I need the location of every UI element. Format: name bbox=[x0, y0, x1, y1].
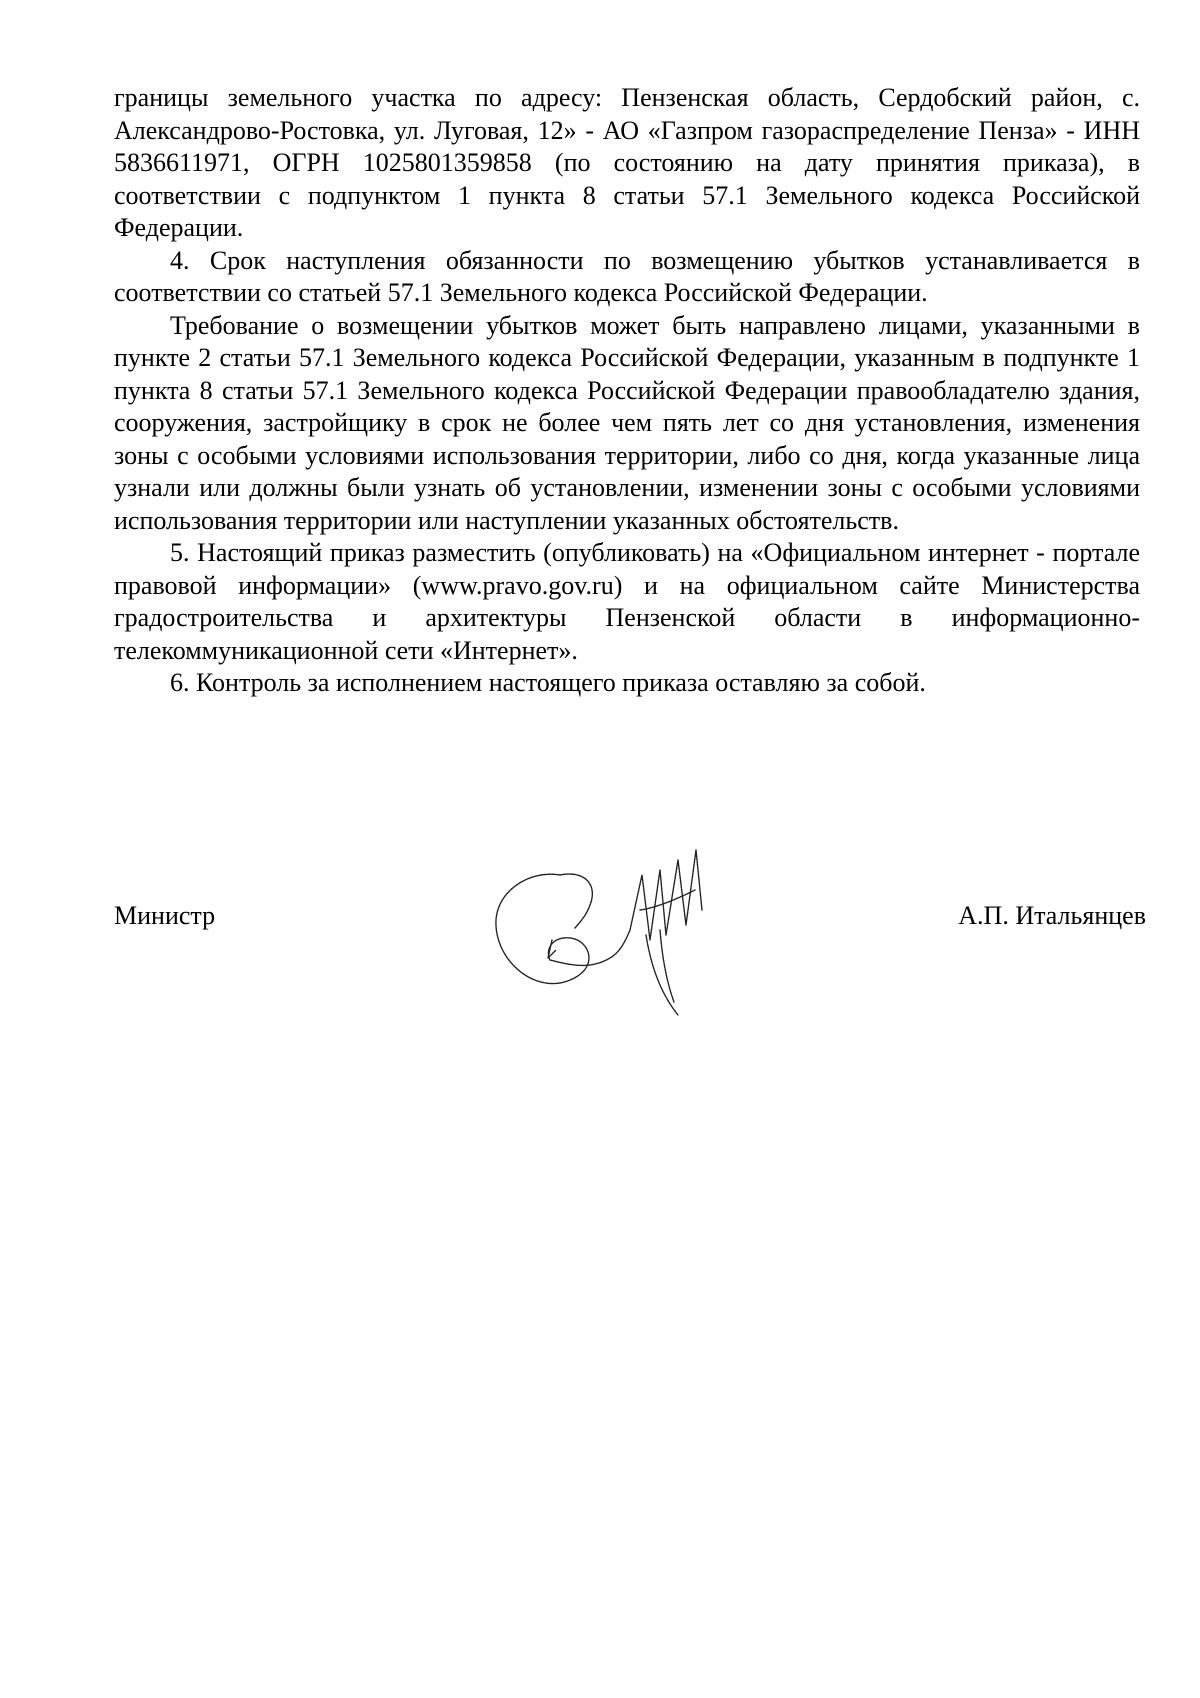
paragraph-item-4: 4. Срок наступления обязанности по возмещению убытков устанавливается в соответствии со статьей 57.1 Земельного кодекса Российской Федерации. bbox=[114, 245, 1140, 307]
paragraph-item-5: 5. Настоящий приказ разместить (опубликовать) на «Официальном интернет - портале правовой информации» (www.pravo.gov.ru) и на официальном сайте Министерства градостроительства и архитектуры Пензенской области в информационно-телекоммуникационной сети «Интернет». bbox=[114, 538, 1140, 665]
handwritten-signature bbox=[490, 830, 770, 1020]
position-title: Министр bbox=[114, 901, 216, 930]
paragraph-continuation: границы земельного участка по адресу: Пензенская область, Сердобский район, с. Александрово-Ростовка, ул. Луговая, 12» - АО «Газпром газораспределение Пенза» - ИНН 5836611971, ОГРН 1025801359858 (по состоянию на дату принятия приказа), в соответствии с подпунктом 1 пункта 8 статьи 57.1 Земельного кодекса Российской Федерации. bbox=[114, 83, 1140, 242]
document-body bbox=[114, 82, 1140, 700]
signer-name: А.П. Итальянцев bbox=[958, 901, 1146, 930]
paragraph-compensation-claim: Требование о возмещении убытков может быть направлено лицами, указанными в пункте 2 статьи 57.1 Земельного кодекса Российской Федерации, указанным в подпункте 1 пункта 8 статьи 57.1 Земельного кодекса Российской Федерации правообладателю здания, сооружения, застройщику в срок не более чем пять лет со дня установления, изменения зоны с особыми условиями использования территории, либо со дня, когда указанные лица узнали или должны были узнать об установлении, изменении зоны с особыми условиями использования территории или наступлении указанных обстоятельств. bbox=[114, 310, 1140, 535]
paragraph-item-6: 6. Контроль за исполнением настоящего приказа оставляю за собой. bbox=[170, 668, 926, 697]
